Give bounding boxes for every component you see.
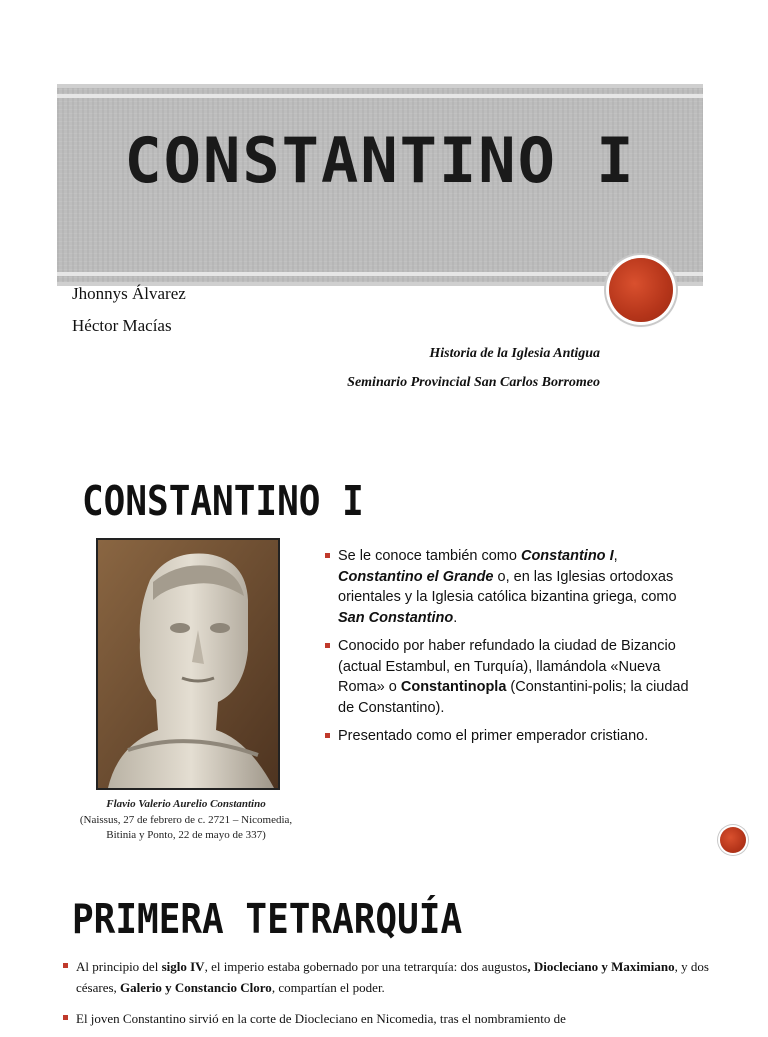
portrait-caption-dates: Bitinia y Ponto, 22 de mayo de 337) — [106, 829, 266, 841]
decorative-circle — [609, 258, 673, 322]
portrait-caption-name: Flavio Valerio Aurelio Constantino — [106, 798, 266, 810]
slide-heading: CONSTANTINO I — [82, 478, 364, 526]
author-name: Jhonnys Álvarez — [72, 284, 186, 303]
portrait-caption-dates: (Naissus, 27 de febrero de c. 2721 – Nicomedia, — [79, 814, 293, 826]
list-item: El joven Constantino sirvió en la corte de Diocleciano en Nicomedia, tras el nombramiento de — [60, 1008, 730, 1029]
author-name: Héctor Macías — [72, 316, 172, 335]
list-item: Conocido por haber refundado la ciudad de Bizancio (actual Estambul, en Turquía), llamándola «Nueva Roma» o Constantinopla (Constantini-polis; la ciudad de Constantino). — [322, 636, 692, 718]
slide-title: CONSTANTINO I — [124, 124, 636, 197]
slide-heading: PRIMERA TETRARQUÍA — [72, 896, 463, 944]
bullet-list — [60, 956, 730, 1037]
list-item: Presentado como el primer emperador cristiano. — [322, 726, 692, 747]
bullet-list — [322, 546, 692, 755]
list-item: Se le conoce también como Constantino I, Constantino el Grande o, en las Iglesias ortodoxas orientales y la Iglesia católica bizantina griega, como San Constantino. — [322, 546, 692, 628]
bust-portrait-image — [96, 538, 280, 790]
decorative-circle — [720, 827, 746, 853]
institution-name: Seminario Provincial San Carlos Borromeo — [347, 375, 600, 390]
course-name: Historia de la Iglesia Antigua — [429, 346, 600, 361]
list-item: Al principio del siglo IV, el imperio estaba gobernado por una tetrarquía: dos augustos, Diocleciano y Maximiano, y dos césares, Galerio y Constancio Cloro, compartían el poder. — [60, 956, 730, 998]
